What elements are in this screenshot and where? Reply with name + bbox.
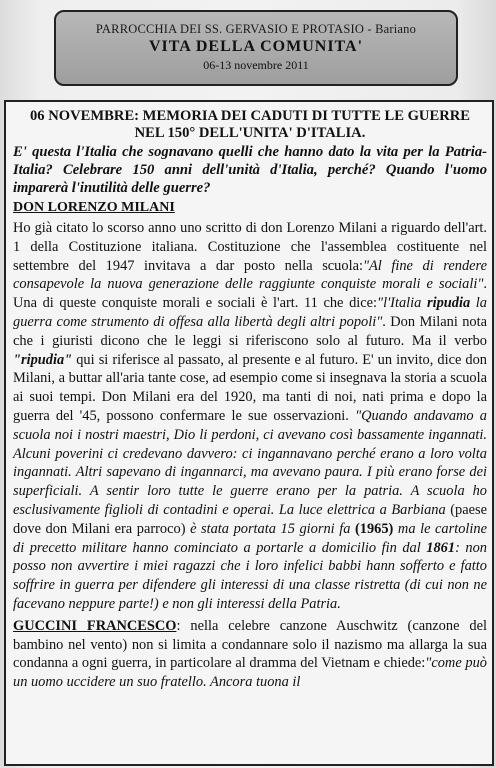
quote-span: è stata portata 15 giorni fa xyxy=(190,520,355,537)
emphasis-span: 1861 xyxy=(426,539,456,556)
text-span: . Don Milani nota che i giuristi dicono che le leggi si riferiscono solo al futuro. Ma il verbo xyxy=(13,313,487,349)
headline-line-1: 06 NOVEMBRE: MEMORIA DEI CADUTI DI TUTTE LE GUERRE xyxy=(29,108,471,124)
quote-span: : non posso non avvertire i miei ragazzi che i loro infelici babbi hann sofferto e fatto soffrire in guerra per difendere gli interessi di una classe ristretta (di cui non ne facevano neppure parte!) e non gli interessi della Patria. xyxy=(13,539,487,612)
emphasis-span: (1965) xyxy=(354,520,394,537)
section-name-guccini: GUCCINI FRANCESCO xyxy=(13,617,177,634)
article-lead: E' questa l'Italia che sognavano quelli che hanno dato la vita per la Patria-Italia? Celebrare 150 anni dell'unità d'Italia, perché? Quando l'uomo imparerà l'inutilità delle guerre? xyxy=(13,144,487,196)
text-span: : nella celebre canzone Auschwitz (canzone del bambino nel vento) non si limita a condannare solo il nazismo ma allarga la sua condanna a ogni guerra, in particolare al dramma del Vietnam e chiede: xyxy=(13,617,487,672)
article-box xyxy=(4,100,494,766)
text-span: qui si riferisce al passato, al presente e al futuro. E' un invito, dice don Milani, a buttar all'aria tante cose, ad esempio come si insegnava la storia a scuola ai suoi tempi. Don Milani era del 1920, ma tanti di noi, nati prima e dopo la guerra del '45, possono confermare le sue osservazioni. xyxy=(13,351,487,424)
quote-span: la guerra come strumento di offesa alla libertà degli altri popoli" xyxy=(13,295,487,330)
section-title-milani: DON LORENZO MILANI xyxy=(13,200,175,215)
text-span: Ho già citato lo scorso anno uno scritto di don Lorenzo Milani a riguardo dell'art. 1 della Costituzione italiana. Costituzione che l'assemblea costituente nel settembre del 1947 invitava a dar posto nella scuola: xyxy=(13,220,487,274)
bulletin-dates: 06-13 novembre 2011 xyxy=(203,58,309,72)
text-span: . Una di queste conquiste morali e sociali è l'art. 11 che dice: xyxy=(13,276,487,312)
quote-span: "Al fine di rendere consapevole la nuova generazione delle raggiunte conquiste morali e sociali" xyxy=(13,257,487,293)
paragraph-milani xyxy=(13,219,487,614)
text-span: (paese dove don Milani era parroco) xyxy=(13,501,487,537)
bulletin-title: VITA DELLA COMUNITA' xyxy=(148,38,364,55)
article-headline xyxy=(13,108,487,142)
emphasis-span: "ripudia" xyxy=(13,351,73,368)
quote-span: ma le cartoline di precetto militare hanno cominciato a portarle a domicilio fin dal xyxy=(13,520,487,556)
emphasis-span: ripudia xyxy=(426,295,471,312)
quote-span: "Quando andavamo a scuola noi i nostri maestri, Dio li perdoni, ci avevano così bassamente ingannati. Alcuni poverini ci credevano davvero: ci ingannavano perché erano a loro volta ingannati. Altri sapevano di ingannarci, ma avevano paura. I più erano forse dei superficiali. A sentir loro tutte le guerre erano per la patria. A scuola ho esclusivamente figlioli di contadini e operai. La luce elettrica a Barbiana xyxy=(13,407,487,518)
bulletin-header xyxy=(54,10,458,86)
headline-line-2: NEL 150° DELL'UNITA' D'ITALIA. xyxy=(134,125,366,141)
quote-span: "l'Italia xyxy=(377,295,427,312)
quote-span: "come può un uomo uccidere un suo fratello. Ancora tuona il xyxy=(13,655,487,691)
parish-name: PARROCCHIA DEI SS. GERVASIO E PROTASIO - Bariano xyxy=(95,22,417,36)
paragraph-guccini xyxy=(13,617,487,692)
